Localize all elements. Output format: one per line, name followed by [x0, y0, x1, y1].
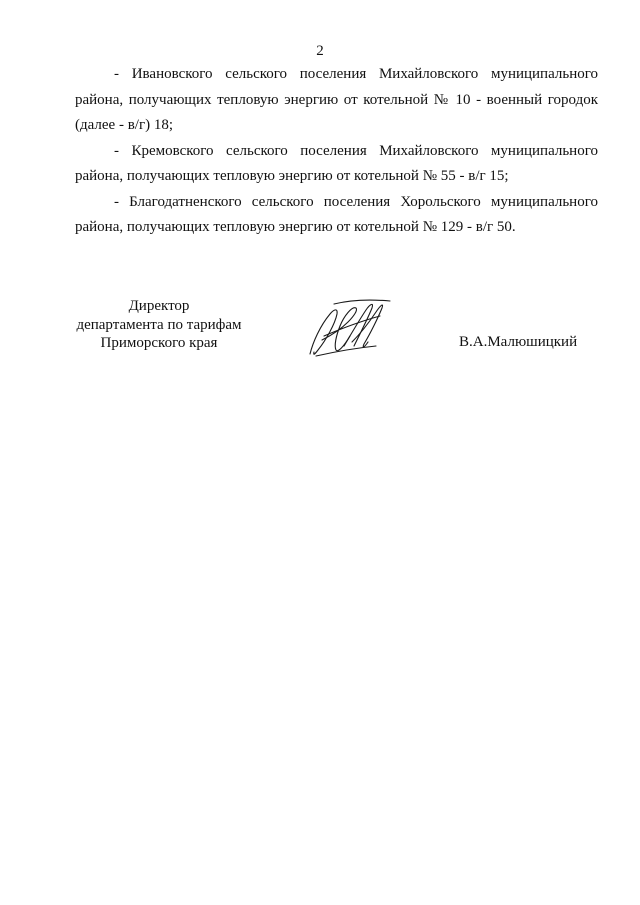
list-item-ivanovskoe: - Ивановского сельского поселения Михайловского муниципального района, получающих тепловую энергию от котельной № 10 - военный городок (далее - в/г) 18;	[75, 66, 598, 133]
handwritten-signature-icon	[304, 296, 392, 358]
signatory-title-line: департамента по тарифам	[76, 316, 242, 333]
signatory-title	[68, 297, 250, 353]
signatory-title-line: Директор	[128, 298, 190, 314]
list-item-kremovskoe: - Кремовского сельского поселения Михайловского муниципального района, получающих тепловую энергию от котельной № 55 - в/г 15;	[75, 142, 598, 184]
list-item-blagodatnenskoe: - Благодатненского сельского поселения Хорольского муниципального района, получающих тепловую энергию от котельной № 129 - в/г 50.	[75, 193, 598, 235]
document-body	[75, 62, 598, 241]
page-number: 2	[316, 43, 324, 59]
signer-name: В.А.Малюшицкий	[459, 334, 578, 350]
signatory-title-line: Приморского края	[100, 335, 218, 351]
